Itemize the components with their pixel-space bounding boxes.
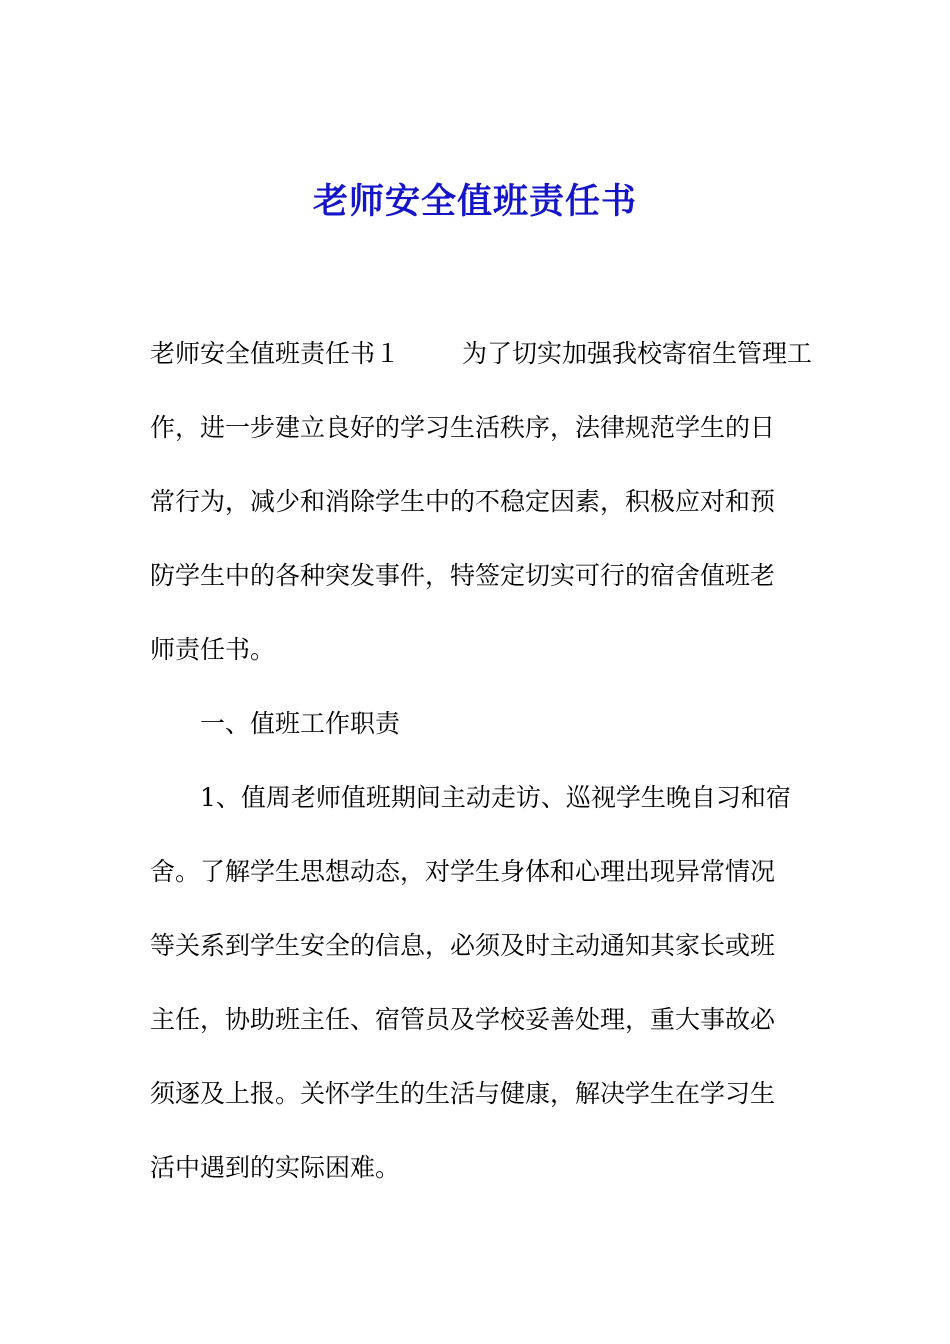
document-body: [150, 328, 815, 1216]
paragraph-line: 须逐及上报。关怀学生的生活与健康，解决学生在学习生: [150, 1079, 776, 1108]
paragraph-line: 师责任书。: [150, 635, 276, 664]
paragraph-line: 活中遇到的实际困难。: [150, 1153, 401, 1182]
paragraph-line: 舍。了解学生思想动态，对学生身体和心理出现异常情况: [150, 857, 776, 886]
paragraph-line-text: 为了切实加强我校寄宿生管理工: [462, 339, 813, 368]
document-title: 老师安全值班责任书: [312, 181, 637, 222]
paragraph-line: [150, 328, 815, 402]
section-heading: 一、值班工作职责: [200, 709, 401, 738]
paragraph-line: 防学生中的各种突发事件，特签定切实可行的宿舍值班老: [150, 561, 776, 590]
paragraph-line: 等关系到学生安全的信息，必须及时主动通知其家长或班: [150, 931, 776, 960]
paragraph-line: 常行为，减少和消除学生中的不稳定因素，积极应对和预: [150, 487, 776, 516]
paragraph-line: 作，进一步建立良好的学习生活秩序，法律规范学生的日: [150, 413, 776, 442]
paragraph-line-text: 老师安全值班责任书１: [150, 339, 401, 368]
paragraph-line: 1、值周老师值班期间主动走访、巡视学生晚自习和宿: [200, 783, 791, 812]
paragraph-line: 主任，协助班主任、宿管员及学校妥善处理，重大事故必: [150, 1005, 776, 1034]
